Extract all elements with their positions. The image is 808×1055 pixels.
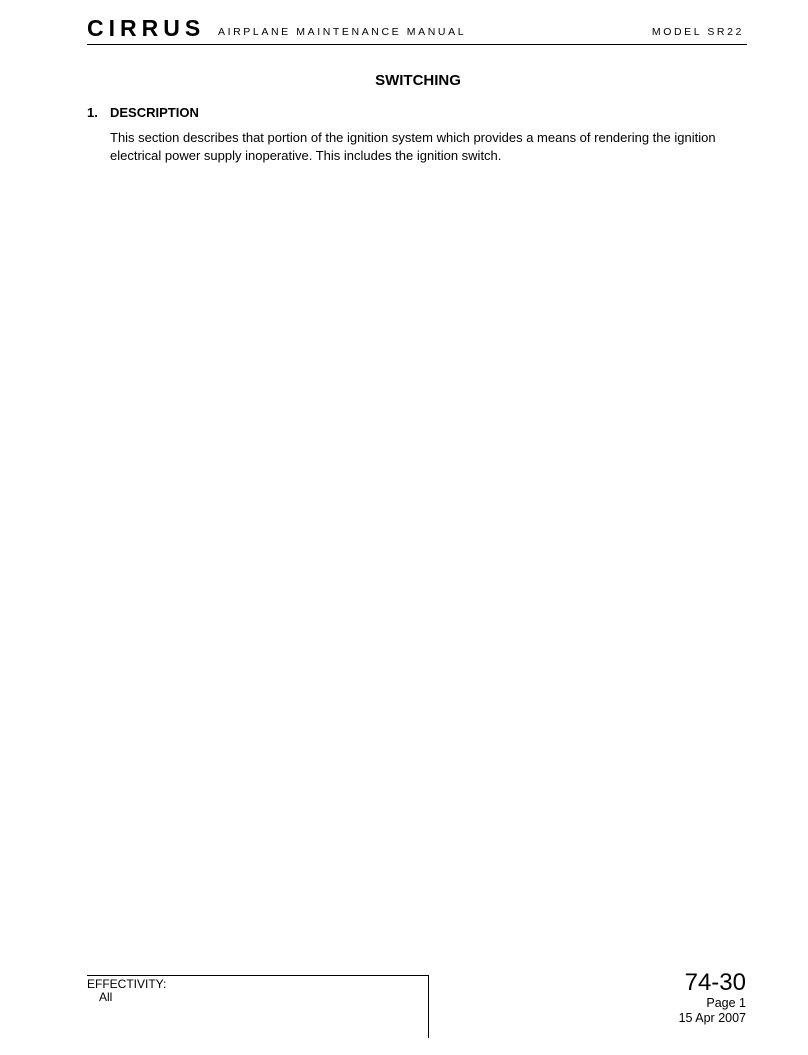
brand-logo: CIRRUS xyxy=(87,15,206,41)
model-label: MODEL SR22 xyxy=(651,26,744,38)
section-title: SWITCHING xyxy=(375,72,461,89)
page-number: Page 1 xyxy=(706,996,746,1010)
manual-title: AIRPLANE MAINTENANCE MANUAL xyxy=(218,26,467,38)
effectivity-label: EFFECTIVITY: xyxy=(87,977,167,991)
page-identifier xyxy=(679,970,746,1026)
description-paragraph: This section describes that portion of the ignition system which provides a means of rendering the ignition electrical power supply inoperative. This includes the ignition switch. xyxy=(110,130,716,163)
chapter-number: 74-30 xyxy=(684,969,746,996)
heading-number: 1. xyxy=(87,105,98,120)
page-header xyxy=(87,12,747,45)
effectivity-value: All xyxy=(99,990,113,1004)
effectivity-box xyxy=(87,975,429,1038)
heading-text: DESCRIPTION xyxy=(110,105,199,120)
revision-date: 15 Apr 2007 xyxy=(678,1011,746,1025)
